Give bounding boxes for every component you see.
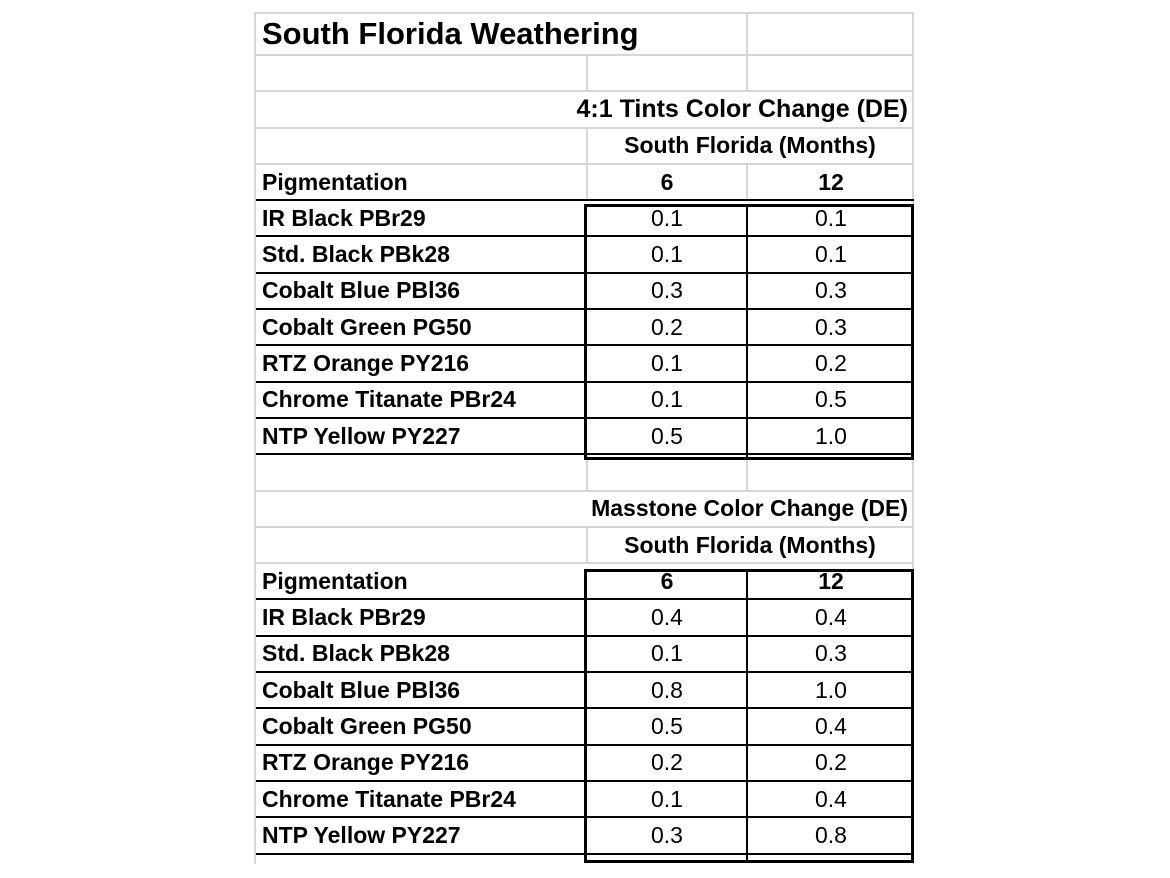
- masstone-col-6: 6: [660, 567, 674, 594]
- blank-row: [256, 56, 914, 92]
- value-12-months: 0.3: [815, 313, 847, 340]
- value-6-months: 0.2: [651, 749, 683, 776]
- table-row: [256, 746, 914, 782]
- pigment-name: Std. Black PBk28: [262, 241, 450, 268]
- masstone-heading: Masstone Color Change (DE): [591, 495, 908, 522]
- pigment-name: IR Black PBr29: [262, 604, 426, 631]
- table-row: [256, 274, 914, 310]
- sheet-title: South Florida Weathering: [262, 16, 639, 51]
- pigment-name: Chrome Titanate PBr24: [262, 386, 516, 413]
- value-12-months: 0.8: [815, 821, 847, 848]
- tints-heading-row: [256, 92, 914, 128]
- value-6-months: 0.1: [651, 785, 683, 812]
- value-6-months: 0.2: [651, 313, 683, 340]
- value-12-months: 0.4: [815, 785, 847, 812]
- tints-subheading: South Florida (Months): [624, 132, 876, 159]
- title-row: [256, 12, 914, 56]
- pigment-name: Std. Black PBk28: [262, 640, 450, 667]
- pigment-name: RTZ Orange PY216: [262, 749, 470, 776]
- masstone-subheading-row: [256, 528, 914, 564]
- table-row: [256, 818, 914, 854]
- blank-row: [256, 455, 914, 491]
- pigment-name: NTP Yellow PY227: [262, 422, 461, 449]
- tints-table-body: [256, 201, 914, 455]
- tints-data-divider: [746, 204, 748, 460]
- value-12-months: 0.2: [815, 749, 847, 776]
- value-6-months: 0.1: [651, 386, 683, 413]
- value-12-months: 0.2: [815, 350, 847, 377]
- pigment-name: NTP Yellow PY227: [262, 821, 461, 848]
- pigment-name: IR Black PBr29: [262, 204, 426, 231]
- masstone-data-divider: [746, 569, 748, 863]
- weathering-sheet: [256, 12, 914, 855]
- pigment-name: Cobalt Green PG50: [262, 712, 472, 739]
- value-12-months: 0.4: [815, 604, 847, 631]
- value-12-months: 0.3: [815, 640, 847, 667]
- pigment-name: Chrome Titanate PBr24: [262, 785, 516, 812]
- value-12-months: 0.4: [815, 712, 847, 739]
- tints-col-pigmentation: Pigmentation: [262, 168, 408, 195]
- value-6-months: 0.5: [651, 712, 683, 739]
- value-6-months: 0.3: [651, 821, 683, 848]
- pigment-name: Cobalt Blue PBl36: [262, 277, 461, 304]
- value-12-months: 0.3: [815, 277, 847, 304]
- value-6-months: 0.1: [651, 350, 683, 377]
- pigment-name: RTZ Orange PY216: [262, 350, 470, 377]
- masstone-col-pigmentation: Pigmentation: [262, 567, 408, 594]
- value-6-months: 0.4: [651, 604, 683, 631]
- masstone-heading-row: [256, 492, 914, 528]
- masstone-col-12: 12: [818, 567, 844, 594]
- value-12-months: 0.5: [815, 386, 847, 413]
- table-row: [256, 673, 914, 709]
- pigment-name: Cobalt Green PG50: [262, 313, 472, 340]
- value-12-months: 0.1: [815, 241, 847, 268]
- value-6-months: 0.5: [651, 422, 683, 449]
- tints-header-row: [256, 165, 914, 201]
- value-12-months: 0.1: [815, 204, 847, 231]
- value-6-months: 0.3: [651, 277, 683, 304]
- masstone-header-row: [256, 564, 914, 600]
- value-6-months: 0.1: [651, 204, 683, 231]
- table-row: [256, 383, 914, 419]
- tints-col-12: 12: [818, 168, 844, 195]
- table-row: [256, 782, 914, 818]
- tints-subheading-row: [256, 129, 914, 165]
- table-row: [256, 637, 914, 673]
- table-row: [256, 709, 914, 745]
- masstone-subheading: South Florida (Months): [624, 531, 876, 558]
- tints-col-6: 6: [660, 168, 674, 195]
- table-row: [256, 237, 914, 273]
- table-row: [256, 201, 914, 237]
- value-12-months: 1.0: [815, 676, 847, 703]
- value-6-months: 0.1: [651, 640, 683, 667]
- value-6-months: 0.1: [651, 241, 683, 268]
- masstone-table-body: [256, 600, 914, 854]
- value-12-months: 1.0: [815, 422, 847, 449]
- table-row: [256, 310, 914, 346]
- table-row: [256, 346, 914, 382]
- pigment-name: Cobalt Blue PBl36: [262, 676, 461, 703]
- table-row: [256, 600, 914, 636]
- table-row: [256, 419, 914, 455]
- value-6-months: 0.8: [651, 676, 683, 703]
- tints-heading: 4:1 Tints Color Change (DE): [576, 94, 908, 123]
